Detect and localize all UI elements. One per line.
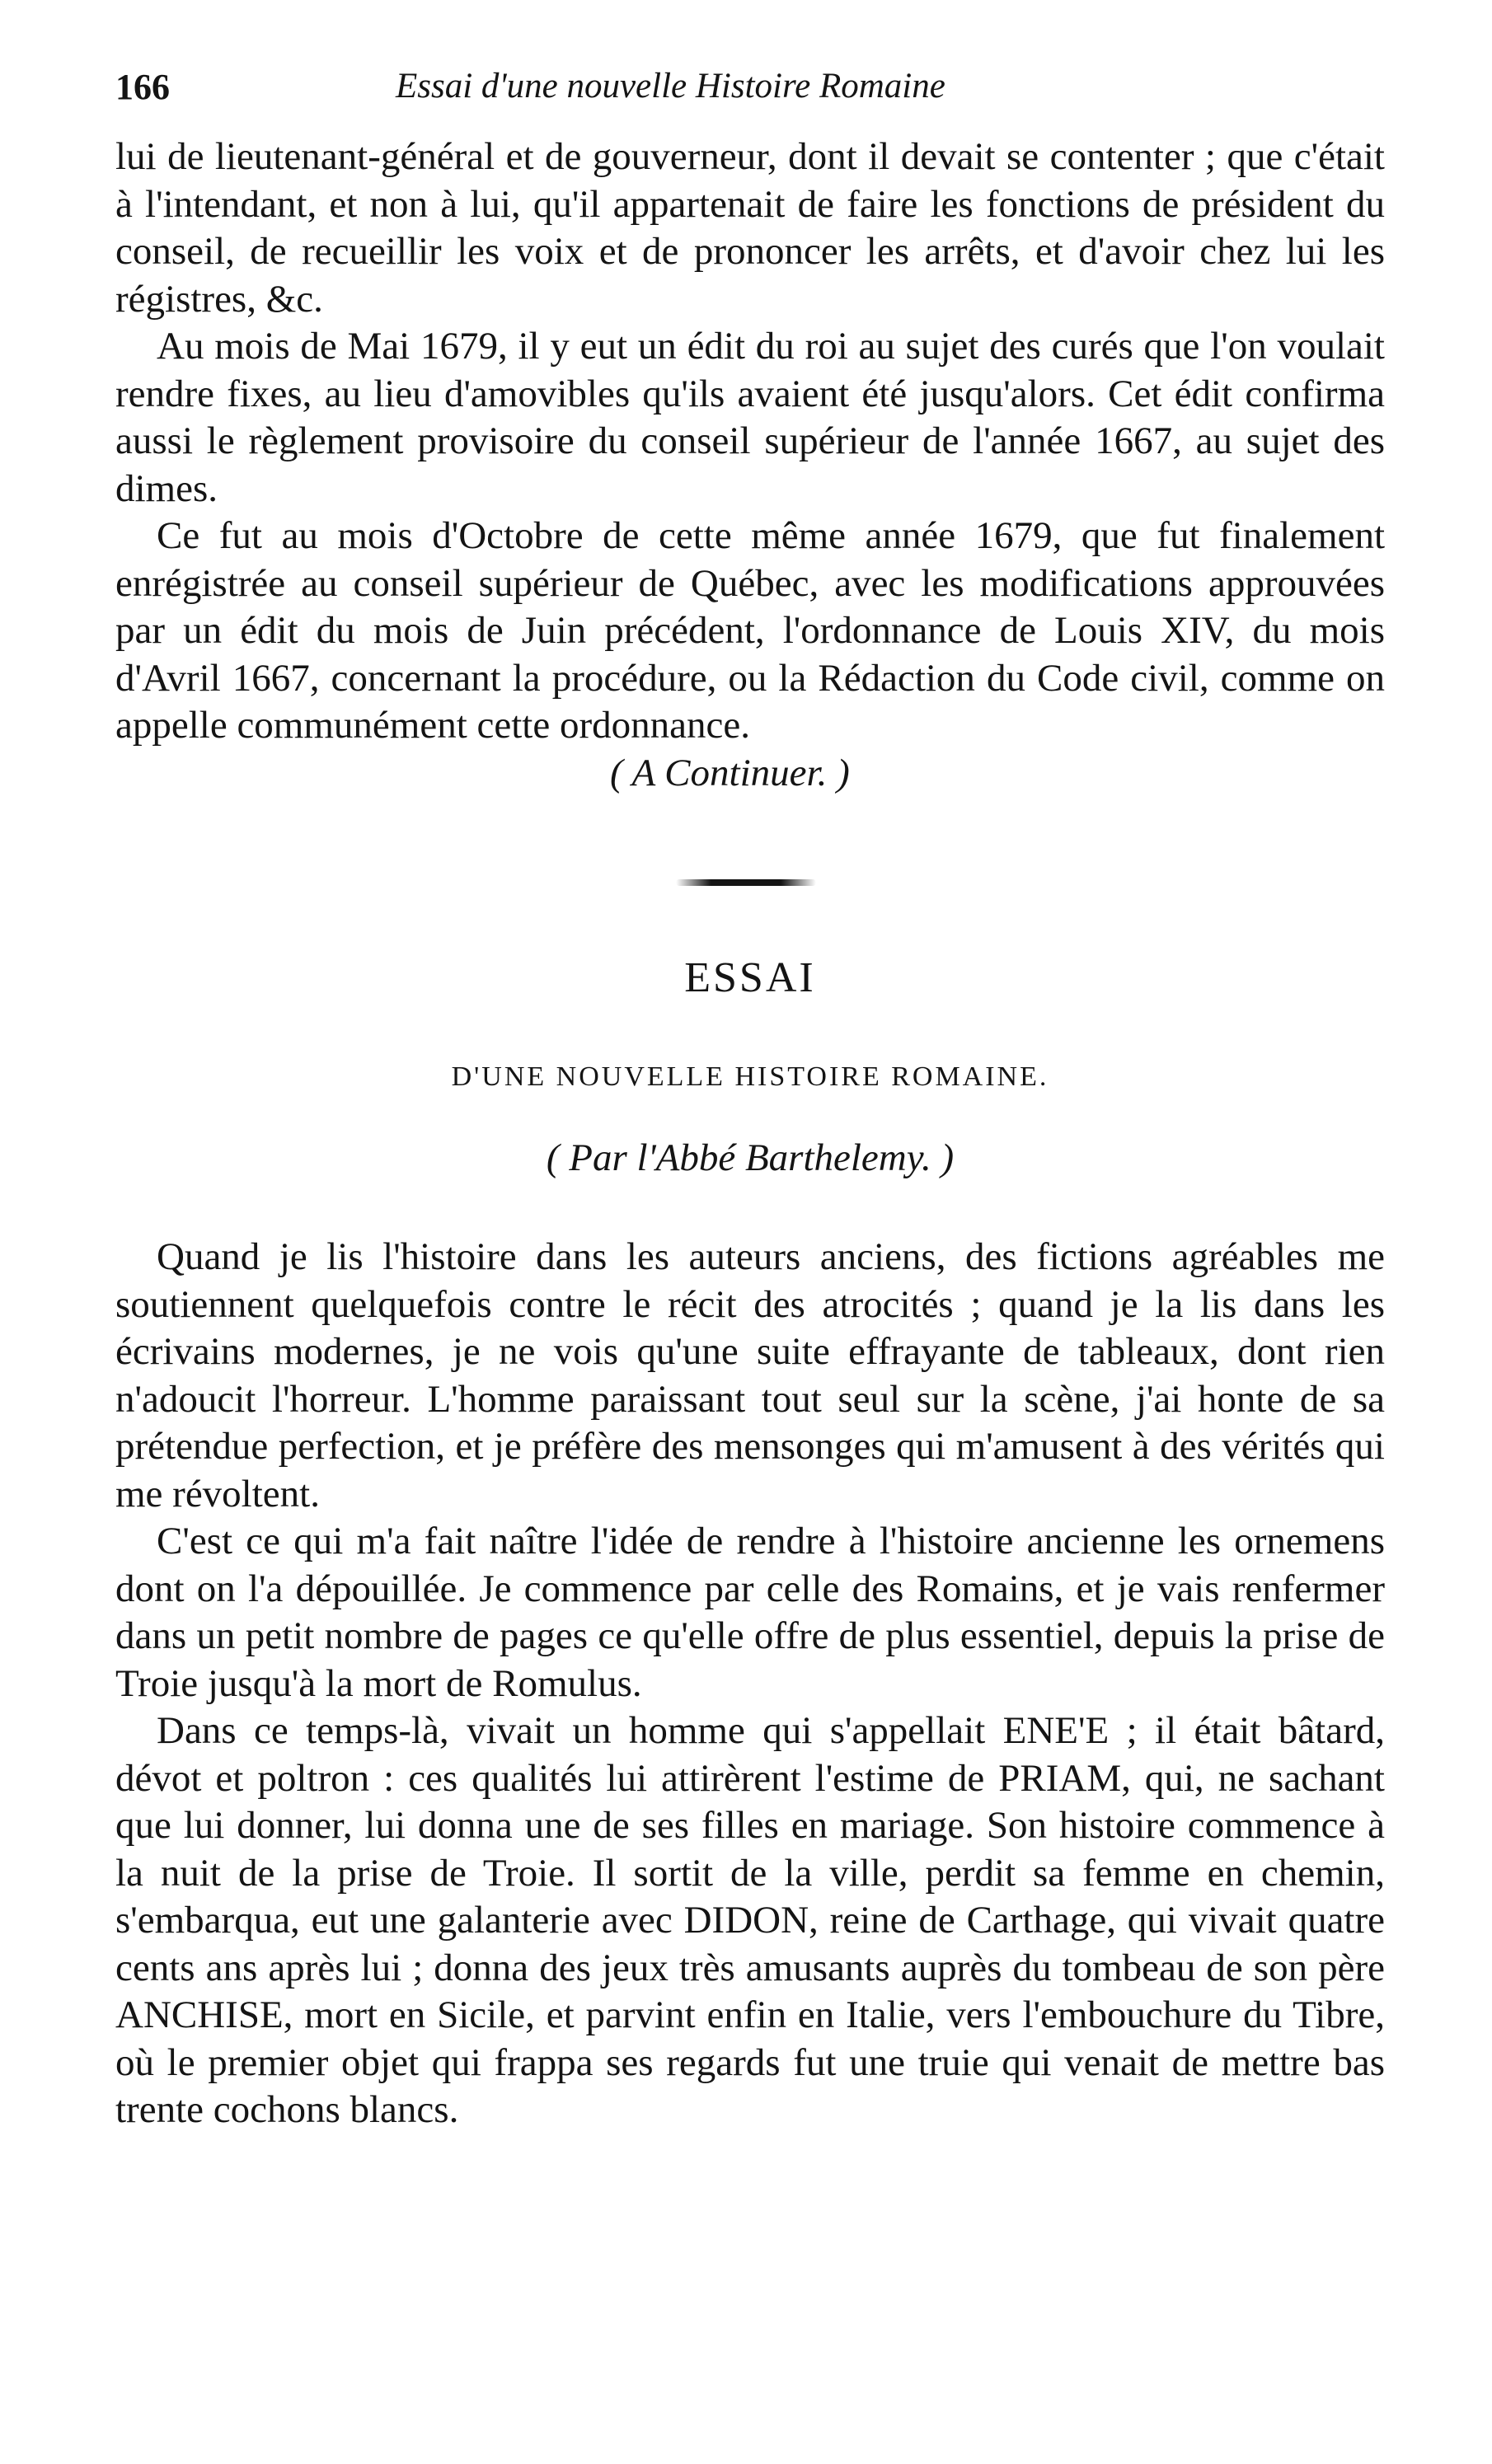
paragraph: lui de lieutenant-général et de gouverneur, dont il devait se contenter ; que c'était à l'intendant, et non à lui, qu'il appartenait de faire les fonctions de président du conseil, de recueillir les voix et de prononcer les arrêts, et d'avoir chez lui les régistres, &c.: [115, 135, 1385, 321]
paragraph: Au mois de Mai 1679, il y eut un édit du roi au sujet des curés que l'on voulait rendre fixes, au lieu d'amovibles qu'ils avaient été jusqu'alors. Cet édit confirma aussi le règlement provisoire du conseil supérieur de l'année 1667, au sujet des dimes.: [115, 325, 1385, 510]
article-author: ( Par l'Abbé Barthelemy. ): [546, 1136, 955, 1179]
paragraph: Dans ce temps-là, vivait un homme qui s'appellait ENE'E ; il était bâtard, dévot et poltron : ces qualités lui attirèrent l'estime de PRIAM, qui, ne sachant que lui donner, lui donna une de ses filles en mariage. Son histoire commence à la nuit de la prise de Troie. Il sortit de la ville, perdit sa femme en chemin, s'embarqua, eut une galanterie avec DIDON, reine de Carthage, qui vivait quatre cents ans après lui ; donna des jeux très amusants auprès du tombeau de son père ANCHISE, mort en Sicile, et parvint enfin en Italie, vers l'embouchure du Tibre, où le premier objet qui frappa ses regards fut une truie qui venait de mettre bas trente cochons blancs.: [115, 1709, 1385, 2131]
running-title: Essai d'une nouvelle Histoire Romaine: [396, 67, 945, 105]
new-article: [115, 953, 1385, 2134]
paragraph: Ce fut au mois d'Octobre de cette même année 1679, que fut finalement enrégistrée au conseil supérieur de Québec, avec les modifications approuvées par un édit du mois de Juin précédent, l'ordonnance de Louis XIV, du mois d'Avril 1667, concernant la procédure, ou la Rédaction du Code civil, comme on appelle communément cette ordonnance.: [115, 514, 1385, 747]
divider-rule: [676, 879, 816, 886]
article-heading: ESSAI: [684, 954, 816, 1001]
paragraph: C'est ce qui m'a fait naître l'idée de rendre à l'histoire ancienne les ornemens dont on l'a dépouillée. Je commence par celle des Romains, et je vais renfermer dans un petit nombre de pages ce qu'elle offre de plus essentiel, depuis la prise de Troie jusqu'à la mort de Romulus.: [115, 1520, 1385, 1705]
previous-article: [115, 134, 1385, 797]
article-subheading: D'UNE NOUVELLE HISTOIRE ROMAINE.: [451, 1061, 1049, 1092]
page-number: 166: [115, 67, 170, 107]
continuation-note: ( A Continuer. ): [610, 751, 850, 794]
paragraph: Quand je lis l'histoire dans les auteurs anciens, des fictions agréables me soutiennent quelquefois contre le récit des atrocités ; quand je la lis dans les écrivains modernes, je ne vois qu'une suite effrayante de tableaux, dont rien n'adoucit l'horreur. L'homme paraissant tout seul sur la scène, j'ai honte de sa prétendue perfection, et je préfère des mensonges qui m'amusent à des vérités qui me révoltent.: [115, 1235, 1385, 1515]
running-head: [115, 66, 1385, 124]
section-divider: [115, 797, 1385, 953]
book-page: [115, 66, 1385, 2134]
